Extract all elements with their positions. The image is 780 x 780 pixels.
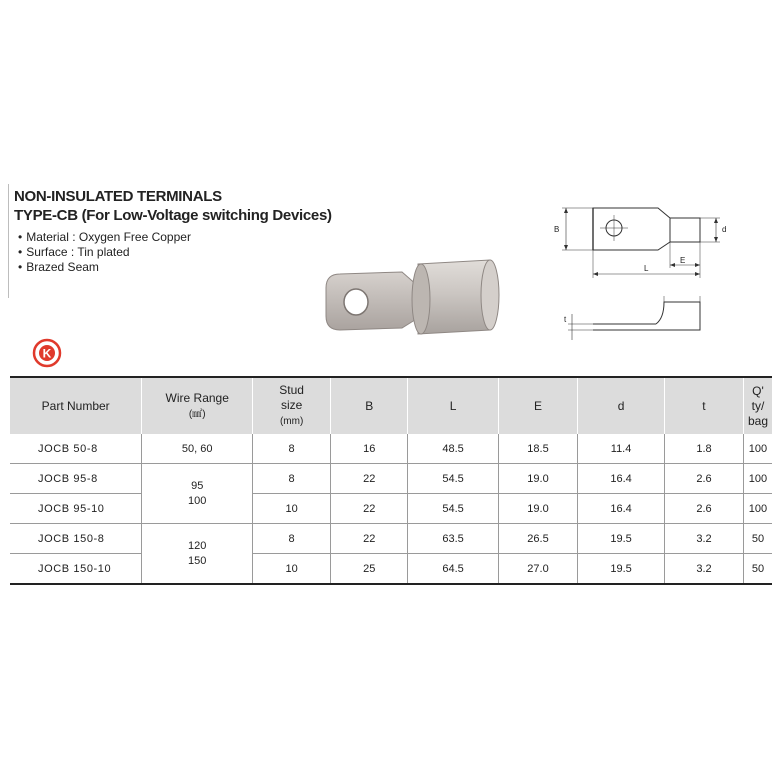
qty-cell: 50 [743, 524, 772, 554]
t-cell: 3.2 [664, 524, 743, 554]
dim-label-d: d [722, 225, 727, 234]
e-cell: 19.0 [498, 464, 577, 494]
l-cell: 48.5 [408, 434, 499, 464]
feature-item: • Material : Oxygen Free Copper [18, 230, 191, 245]
d-cell: 16.4 [578, 494, 665, 524]
qty-cell: 50 [743, 554, 772, 585]
stud-size-cell: 8 [253, 464, 331, 494]
header-stud-size: Stud size (mm) [253, 377, 331, 434]
qty-cell: 100 [743, 464, 772, 494]
logo-letter: K [42, 346, 52, 361]
d-cell: 19.5 [578, 554, 665, 585]
l-cell: 63.5 [408, 524, 499, 554]
spec-table [10, 376, 772, 585]
d-cell: 16.4 [578, 464, 665, 494]
d-cell: 11.4 [578, 434, 665, 464]
table-row [10, 554, 772, 585]
header-qty: Q' ty/ bag [743, 377, 772, 434]
feature-list [18, 230, 191, 275]
dim-label-b: B [554, 225, 560, 234]
feature-item: • Brazed Seam [18, 260, 191, 275]
b-cell: 16 [331, 434, 408, 464]
e-cell: 18.5 [498, 434, 577, 464]
dim-label-l: L [644, 264, 649, 273]
t-cell: 1.8 [664, 434, 743, 464]
b-cell: 22 [331, 524, 408, 554]
header-divider [8, 184, 9, 298]
d-cell: 19.5 [578, 524, 665, 554]
header-t: t [664, 377, 743, 434]
b-cell: 22 [331, 464, 408, 494]
part-number-cell: JOCB 150-10 [10, 554, 142, 585]
dimension-diagram [548, 190, 738, 350]
header-wire-range: Wire Range (㎟) [142, 377, 253, 434]
part-number-cell: JOCB 95-10 [10, 494, 142, 524]
header-l: L [408, 377, 499, 434]
k-mark-logo [32, 338, 62, 368]
t-cell: 2.6 [664, 494, 743, 524]
header-e: E [498, 377, 577, 434]
stud-size-cell: 10 [253, 554, 331, 585]
e-cell: 27.0 [498, 554, 577, 585]
header-b: B [331, 377, 408, 434]
dim-label-t: t [564, 315, 567, 324]
wire-range-cell: 120 150 [142, 524, 253, 585]
part-number-cell: JOCB 150-8 [10, 524, 142, 554]
b-cell: 22 [331, 494, 408, 524]
header-d: d [578, 377, 665, 434]
wire-range-cell: 95 100 [142, 464, 253, 524]
table-header-row [10, 377, 772, 434]
e-cell: 26.5 [498, 524, 577, 554]
header-part-number: Part Number [10, 377, 142, 434]
qty-cell: 100 [743, 494, 772, 524]
t-cell: 2.6 [664, 464, 743, 494]
wire-range-cell: 50, 60 [142, 434, 253, 464]
qty-cell: 100 [743, 434, 772, 464]
part-number-cell: JOCB 50-8 [10, 434, 142, 464]
terminal-photo [322, 256, 512, 338]
table-row [10, 464, 772, 494]
page-subtitle: TYPE-CB (For Low-Voltage switching Devices) [14, 207, 332, 224]
stud-size-cell: 8 [253, 434, 331, 464]
feature-item: • Surface : Tin plated [18, 245, 191, 260]
l-cell: 54.5 [408, 464, 499, 494]
stud-size-cell: 8 [253, 524, 331, 554]
table-row [10, 434, 772, 464]
b-cell: 25 [331, 554, 408, 585]
part-number-cell: JOCB 95-8 [10, 464, 142, 494]
l-cell: 54.5 [408, 494, 499, 524]
l-cell: 64.5 [408, 554, 499, 585]
e-cell: 19.0 [498, 494, 577, 524]
table-row [10, 524, 772, 554]
page-title: NON-INSULATED TERMINALS [14, 188, 222, 205]
dim-label-e: E [680, 256, 686, 265]
stud-size-cell: 10 [253, 494, 331, 524]
t-cell: 3.2 [664, 554, 743, 585]
table-row [10, 494, 772, 524]
